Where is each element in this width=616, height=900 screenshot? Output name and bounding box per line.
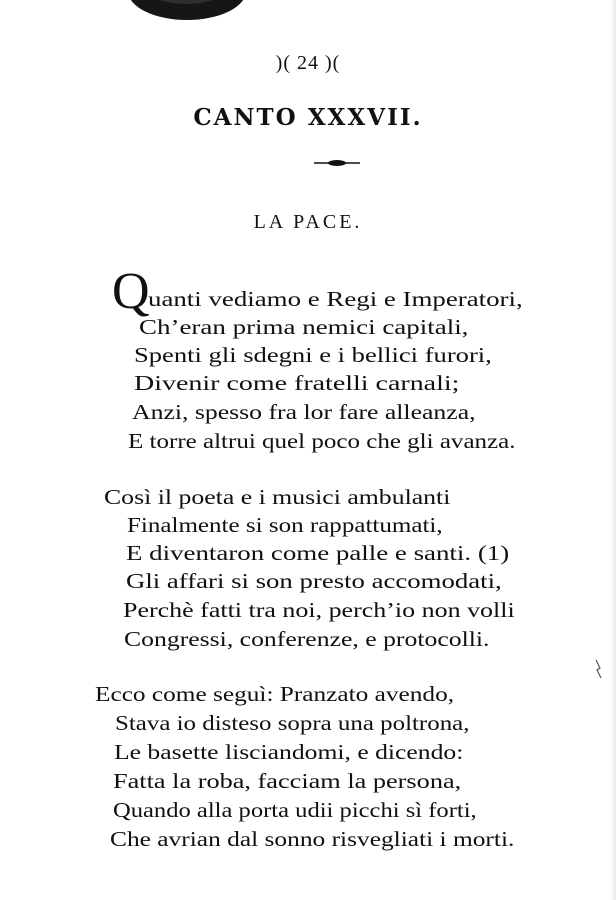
verse-line: uanti vediamo e Regi e Imperatori, bbox=[148, 287, 523, 311]
verse-line: Perchè fatti tra noi, perch’io non volli bbox=[123, 598, 515, 622]
verse-line: Stava io disteso sopra una poltrona, bbox=[115, 711, 470, 735]
ornamental-rule bbox=[314, 158, 360, 168]
verse-line: Fatta la roba, facciam la persona, bbox=[113, 769, 462, 793]
verse-line: Ch’eran prima nemici capitali, bbox=[139, 315, 469, 339]
verse-line: Le basette lisciandomi, e dicendo: bbox=[114, 740, 464, 764]
verse-line: E diventaron come palle e santi. (1) bbox=[126, 541, 510, 565]
poem-title: LA PACE. bbox=[253, 211, 363, 233]
verse-line: Così il poeta e i musici ambulanti bbox=[104, 485, 451, 509]
verse-line: E torre altrui quel poco che gli avanza. bbox=[128, 429, 516, 453]
verse-line: Finalmente si son rappattumati, bbox=[127, 513, 443, 537]
page-number: )( 24 )( bbox=[275, 52, 341, 74]
drop-cap: Q bbox=[112, 263, 150, 320]
verse-line: Gli affari si son presto accomodati, bbox=[126, 569, 502, 593]
verse-line: Congressi, conferenze, e protocolli. bbox=[124, 627, 490, 651]
canto-heading: CANTO XXXVII. bbox=[193, 104, 423, 131]
verse-line: Spenti gli sdegni e i bellici furori, bbox=[134, 343, 492, 367]
verse-line: Ecco come seguì: Pranzato avendo, bbox=[95, 682, 455, 706]
margin-mark bbox=[593, 658, 603, 680]
verse-line: Divenir come fratelli carnali; bbox=[134, 371, 460, 395]
verse-line: Anzi, spesso fra lor fare alleanza, bbox=[132, 400, 476, 424]
verse-line: Quando alla porta udii picchi sì forti, bbox=[113, 798, 477, 822]
verse-line: Che avrian dal sonno risvegliati i morti. bbox=[110, 827, 515, 851]
page-edge bbox=[610, 0, 616, 900]
